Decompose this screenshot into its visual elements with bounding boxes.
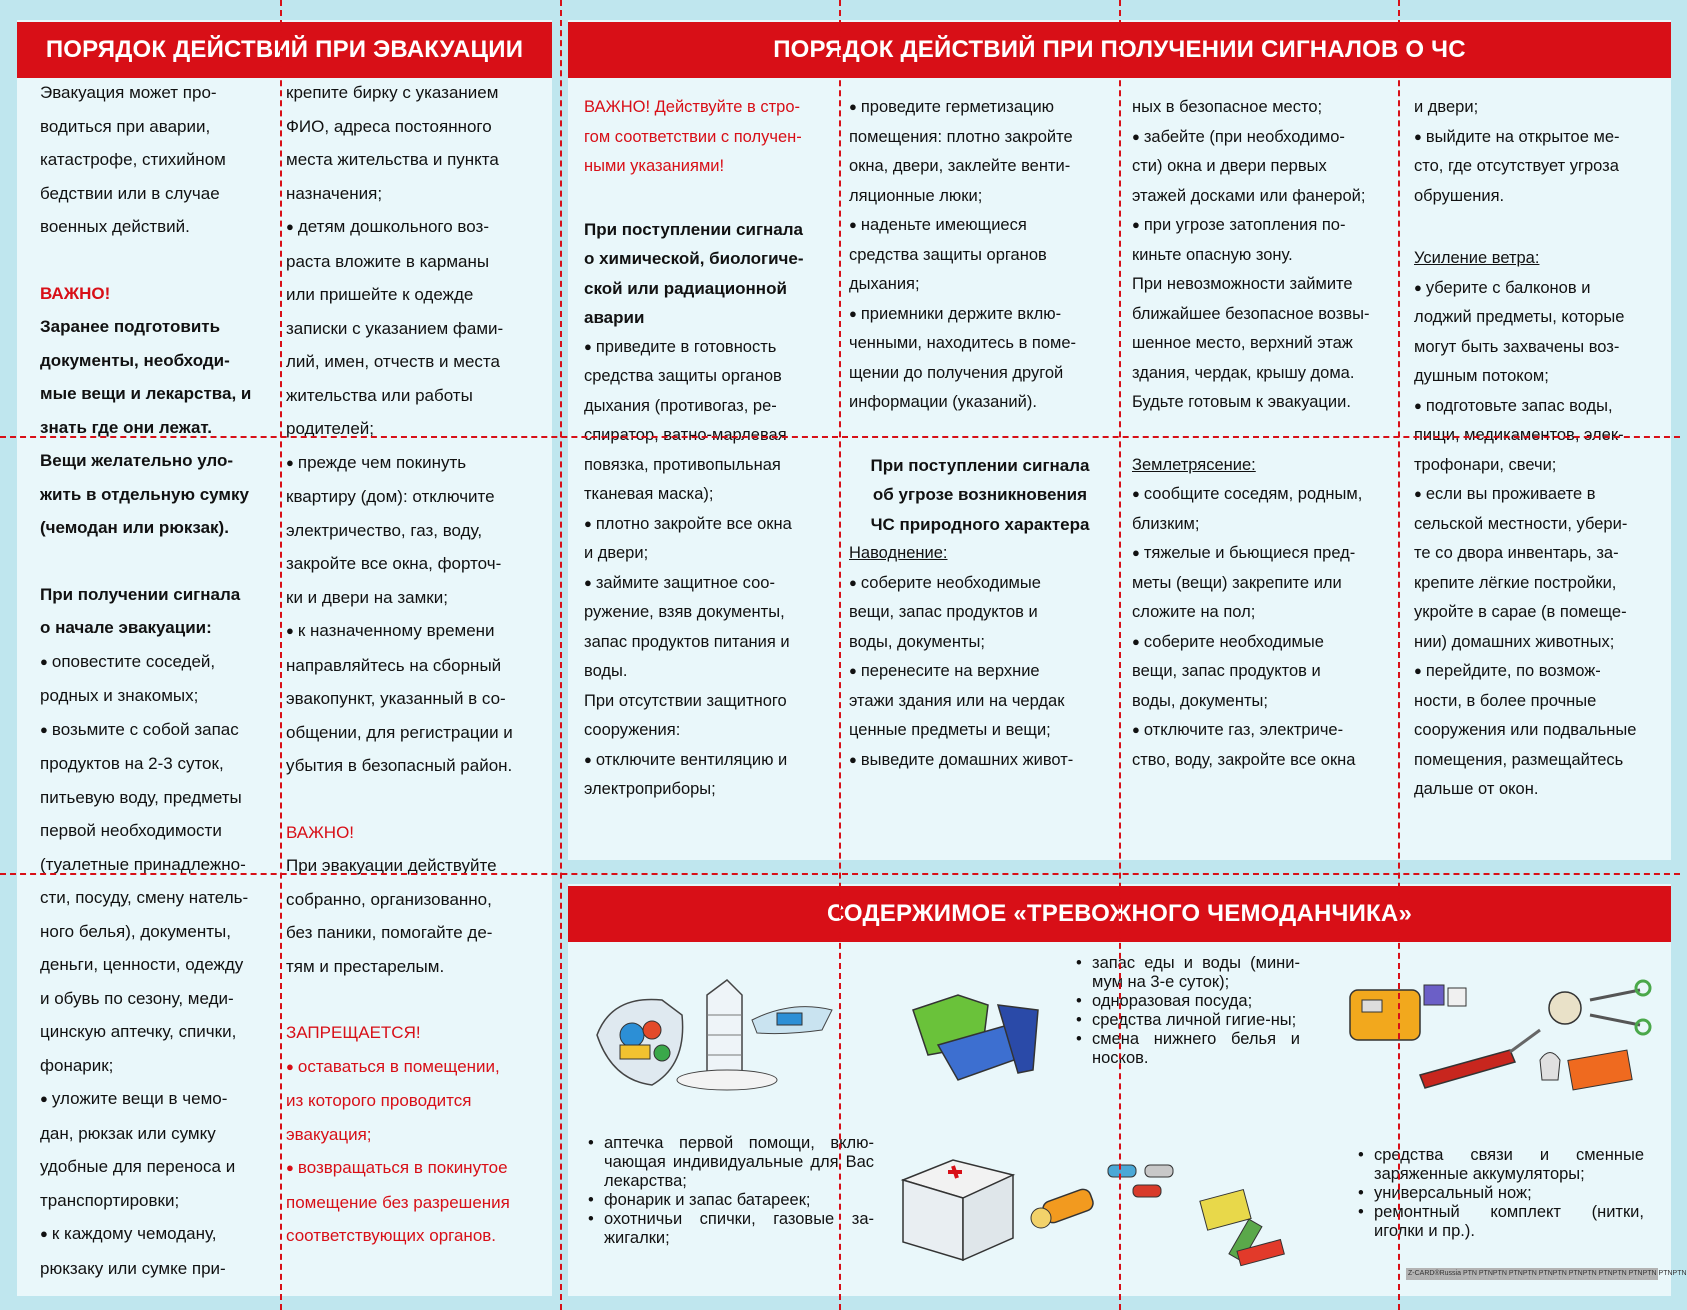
kit-item-matches: • охотничьи спички, газовые за-жигалки; xyxy=(586,1210,874,1248)
kit-item-underwear: • смена нижнего белья и носков. xyxy=(1074,1030,1300,1068)
signals-title: ПОРЯДОК ДЕЙСТВИЙ ПРИ ПОЛУЧЕНИИ СИГНАЛОВ О ЧС xyxy=(568,22,1671,78)
fold-line-v5 xyxy=(1398,0,1400,1310)
signals-col3: ных в безопасное место; ● забейте (при необходимо- сти) окна и двери первых этажей досками или фанерой; ● при угрозе затопления по- киньте опасную зону. При невозможности займите ближайшее безопасное возвы- шенное место, верхний этаж здания, чердак, крышу дома. Будьте готовым к эвакуации. Землетрясение: ● сообщите соседям, родным, близким; ● тяжелые и бьющиеся пред- меты (вещи) закрепите или сложите на пол; ● соберите необходимые вещи, запас продуктов и воды, документы; ● отключите газ, электриче- ство, воду, закройте все окна xyxy=(1132,93,1394,775)
kit-item-dishes: • одноразовая посуда; xyxy=(1074,992,1300,1011)
signals-warning: ВАЖНО! Действуйте в стро- гом соответствии с получен- ными указаниями! xyxy=(584,98,802,175)
kit-item-knife: • универсальный нож; xyxy=(1356,1184,1644,1203)
quake-label: Землетрясение: xyxy=(1132,455,1256,474)
evacuation-intro: Эвакуация может про- водиться при аварии, катастрофе, стихийном бедствии или в случае военных действий. xyxy=(40,83,226,236)
kit-item-hygiene: • средства личной гигие-ны; xyxy=(1074,1011,1300,1030)
signals-col1: ВАЖНО! Действуйте в стро- гом соответствии с получен- ными указаниями! При поступлении сигнала о химической, биологиче- ской или радиационной аварии ● приведите в готовность средства защиты органов дыхания (противогаз, ре- спиратор, ватно-марлевая повязка, противопыльная тканевая маска); ● плотно закройте все окна и двери; ● займите защитное соо- ружение, взяв документы, запас продуктов питания и воды. При отсутствии защитного сооружения: ● отключите вентиляцию и электроприборы; xyxy=(584,93,834,805)
forbidden-items: ● оставаться в помещении, из которого проводится эвакуация; ● возвращаться в покинутое помещение без разрешения соответствующих органов. xyxy=(286,1050,548,1253)
kit-title: СОДЕРЖИМОЕ «ТРЕВОЖНОГО ЧЕМОДАНЧИКА» xyxy=(568,886,1671,942)
fold-line-v3 xyxy=(839,0,841,1310)
fold-line-v2 xyxy=(560,0,562,1310)
clothes-illustration xyxy=(898,985,1058,1095)
kit-item-flashlight: • фонарик и запас батареек; xyxy=(586,1191,874,1210)
important-label-2: ВАЖНО! xyxy=(286,822,355,842)
kit-item-repair: • ремонтный комплект (нитки, иголки и пр.). xyxy=(1356,1203,1644,1241)
kit-item-comms: • средства связи и сменные заряженные аккумуляторы; xyxy=(1356,1146,1644,1184)
signals-col2: ● проведите герметизацию помещения: плотно закройте окна, двери, заклейте венти- ляционные люки; ● наденьте имеющиеся средства защиты органов дыхания; ● приемники держите вклю- ченными, находитесь в поме- щении до получения другой информации (указаний). При поступлении сигнала об угрозе возникновения ЧС природного характера Наводнение: ● соберите необходимые вещи, запас продуктов и воды, документы; ● перенесите на верхние этажи здания или на чердак ценные предметы и вещи; ● выведите домашних живот- xyxy=(849,93,1111,775)
signal-heading: При получении сигнала о начале эвакуации: xyxy=(40,584,241,637)
fold-line-h1 xyxy=(0,436,1680,438)
food-bag-illustration xyxy=(592,975,842,1100)
kit-item-food: • запас еды и воды (мини-мум на 3-е суток); xyxy=(1074,954,1300,992)
chemical-heading: При поступлении сигнала о химической, биологиче- ской или радиационной аварии xyxy=(584,219,804,327)
kit-list-top xyxy=(1074,954,1300,1068)
firstaid-illustration xyxy=(893,1150,1313,1280)
fold-line-v1 xyxy=(280,0,282,1310)
important-label: ВАЖНО! xyxy=(40,283,111,303)
evacuation-col2: крепите бирку с указанием ФИО, адреса постоянного места жительства и пункта назначения; ● детям дошкольного воз- раста вложите в карманы или пришейте к одежде записки с указанием фами- лий, имен, отчеств и места жительства или работы родителей; ● прежде чем покинуть квартиру (дом): отключите электричество, газ, воду, закройте все окна, форточ- ки и двери на замки; ● к назначенному времени направляйтесь на сборный эвакопункт, указанный в со- общении, для регистрации и убытия в безопасный район. ВАЖНО! При эвакуации действуйте собранно, организованно, без паники, помогайте де- тям и престарелым. ЗАПРЕЩАЕТСЯ! ● оставаться в помещении, из которого проводится эвакуация; ● возвращаться в покинутое помещение без разрешения соответствующих органов. xyxy=(286,76,548,1253)
natural-heading: При поступлении сигнала об угрозе возникновения ЧС природного характера xyxy=(870,455,1090,534)
evacuation-col1 xyxy=(40,76,280,1285)
footer-imprint: Z-CARD®Russia PTN PTNPTN PTNPTN PTNPTN PTNPTN PTNPTN PTNPTN PTNPTN xyxy=(1406,1268,1658,1280)
kit-item-firstaid: • аптечка первой помощи, вклю-чающая индивидуальные для Вас лекарства; xyxy=(586,1134,874,1191)
evacuation-items: ● оповестите соседей, родных и знакомых; ● возьмите с собой запас продуктов на 2-3 суток, питьевую воду, предметы первой необходимости (туалетные принадлежно- сти, посуду, смену натель- ного белья), документы, деньги, ценности, одежду и обувь по сезону, меди- цинскую аптечку, спички, фонарик; ● уложите вещи в чемо- дан, рюкзак или сумку удобные для переноса и транспортировки; ● к каждому чемодану, рюкзаку или сумке при- xyxy=(40,645,280,1286)
fold-line-h2 xyxy=(0,873,1680,875)
tools-illustration xyxy=(1340,970,1660,1130)
evacuation-title: ПОРЯДОК ДЕЙСТВИЙ ПРИ ЭВАКУАЦИИ xyxy=(17,22,552,78)
wind-label: Усиление ветра: xyxy=(1414,249,1540,267)
fold-line-v4 xyxy=(1119,0,1121,1310)
prepare-note: Заранее подготовить документы, необходи- мые вещи и лекарства, и знать где они лежат. Вещи желательно уло- жить в отдельную сумку (чемодан или рюкзак). xyxy=(40,317,252,537)
signals-col4: и двери; ● выйдите на открытое ме- сто, где отсутствует угроза обрушения. Усиление ветра: ● уберите с балконов и лоджий предметы, которые могут быть захвачены воз- душным потоком; ● подготовьте запас воды, пищи, медикаментов, элек- трофонари, свечи; ● если вы проживаете в сельской местности, убери- те со двора инвентарь, за- крепите лёгкие постройки, укройте в сарае (в помеще- нии) домашних животных; ● перейдите, по возмож- ности, в более прочные сооружения или подвальные помещения, размещайтесь дальше от окон. xyxy=(1414,93,1666,805)
kit-list-left xyxy=(586,1134,874,1248)
forbidden-label: ЗАПРЕЩАЕТСЯ! xyxy=(286,1023,421,1042)
flood-label: Наводнение: xyxy=(849,544,948,562)
